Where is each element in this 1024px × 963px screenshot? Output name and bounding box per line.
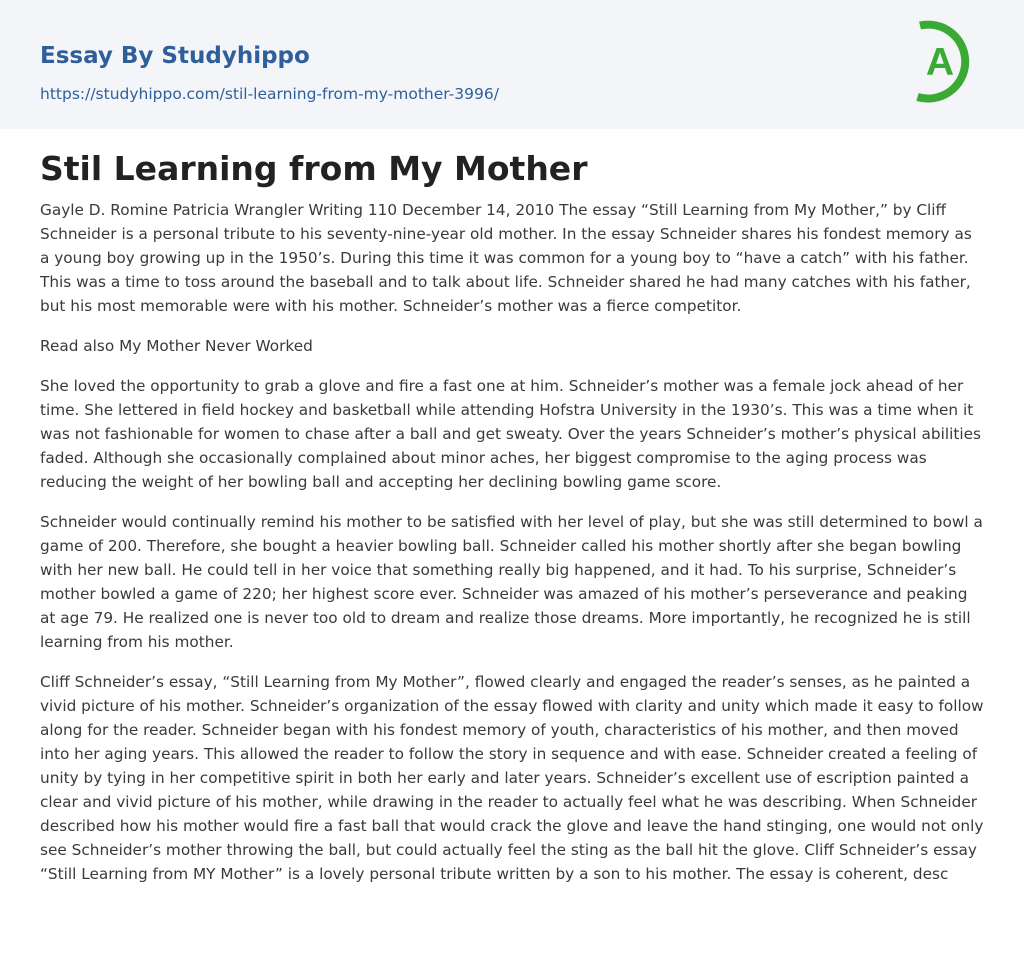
source-url-link[interactable]: https://studyhippo.com/stil-learning-from-my-mother-3996/ xyxy=(40,85,499,103)
logo-letter: A xyxy=(925,41,955,84)
paragraph-3: Schneider would continually remind his mother to be satisfied with her level of play, but she was still determined to bowl a game of 200. Therefore, she bought a heavier bowling ball. Schneider called his mother shortly after she began bowling with her new ball. He could tell in her voice that something really big happened, and it had. To his surprise, Schneider’s mother bowled a game of 220; her highest score ever. Schneider was amazed of his mother’s perseverance and peaking at age 79. He realized one is never too old to dream and realize those dreams. More importantly, he recognized he is still learning from his mother. xyxy=(40,513,983,651)
paragraph-2: She loved the opportunity to grab a glove and fire a fast one at him. Schneider’s mother was a female jock ahead of her time. She lettered in field hockey and basketball while attending Hofstra University in the 1930’s. This was a time when it was not fashionable for women to chase after a ball and get sweaty. Over the years Schneider’s mother’s physical abilities faded. Although she occasionally complained about minor aches, her biggest compromise to the aging process was reducing the weight of her bowling ball and accepting her declining bowling game score. xyxy=(40,377,981,491)
site-brand[interactable]: Essay By Studyhippo xyxy=(40,43,310,69)
page-title: Stil Learning from My Mother xyxy=(40,149,588,188)
studyhippo-logo-icon[interactable] xyxy=(896,20,984,104)
read-also-link[interactable]: Read also My Mother Never Worked xyxy=(40,337,313,355)
page-header xyxy=(0,0,1024,129)
article xyxy=(0,129,1024,886)
paragraph-intro: Gayle D. Romine Patricia Wrangler Writing 110 December 14, 2010 The essay “Still Learning from My Mother,” by Cliff Schneider is a personal tribute to his seventy-nine-year old mother. In the essay Schneider shares his fondest memory as a young boy growing up in the 1950’s. During this time it was common for a young boy to “have a catch” with his father. This was a time to toss around the baseball and to talk about life. Schneider shared he had many catches with his father, but his most memorable were with his mother. Schneider’s mother was a fierce competitor. xyxy=(40,201,972,315)
paragraph-4: Cliff Schneider’s essay, “Still Learning from My Mother”, flowed clearly and engaged the reader’s senses, as he painted a vivid picture of his mother. Schneider’s organization of the essay flowed with clarity and unity which made it easy to follow along for the reader. Schneider began with his fondest memory of youth, characteristics of his mother, and then moved into her aging years. This allowed the reader to follow the story in sequence and with ease. Schneider created a feeling of unity by tying in her competitive spirit in both her early and later years. Schneider’s excellent use of escription painted a clear and vivid picture of his mother, while drawing in the reader to actually feel what he was describing. When Schneider described how his mother would fire a fast ball that would crack the glove and leave the hand stinging, one would not only see Schneider’s mother throwing the ball, but could actually feel the sting as the ball hit the glove. Cliff Schneider’s essay “Still Learning from MY Mother” is a lovely personal tribute written by a son to his mother. The essay is coherent, desc xyxy=(40,673,984,883)
